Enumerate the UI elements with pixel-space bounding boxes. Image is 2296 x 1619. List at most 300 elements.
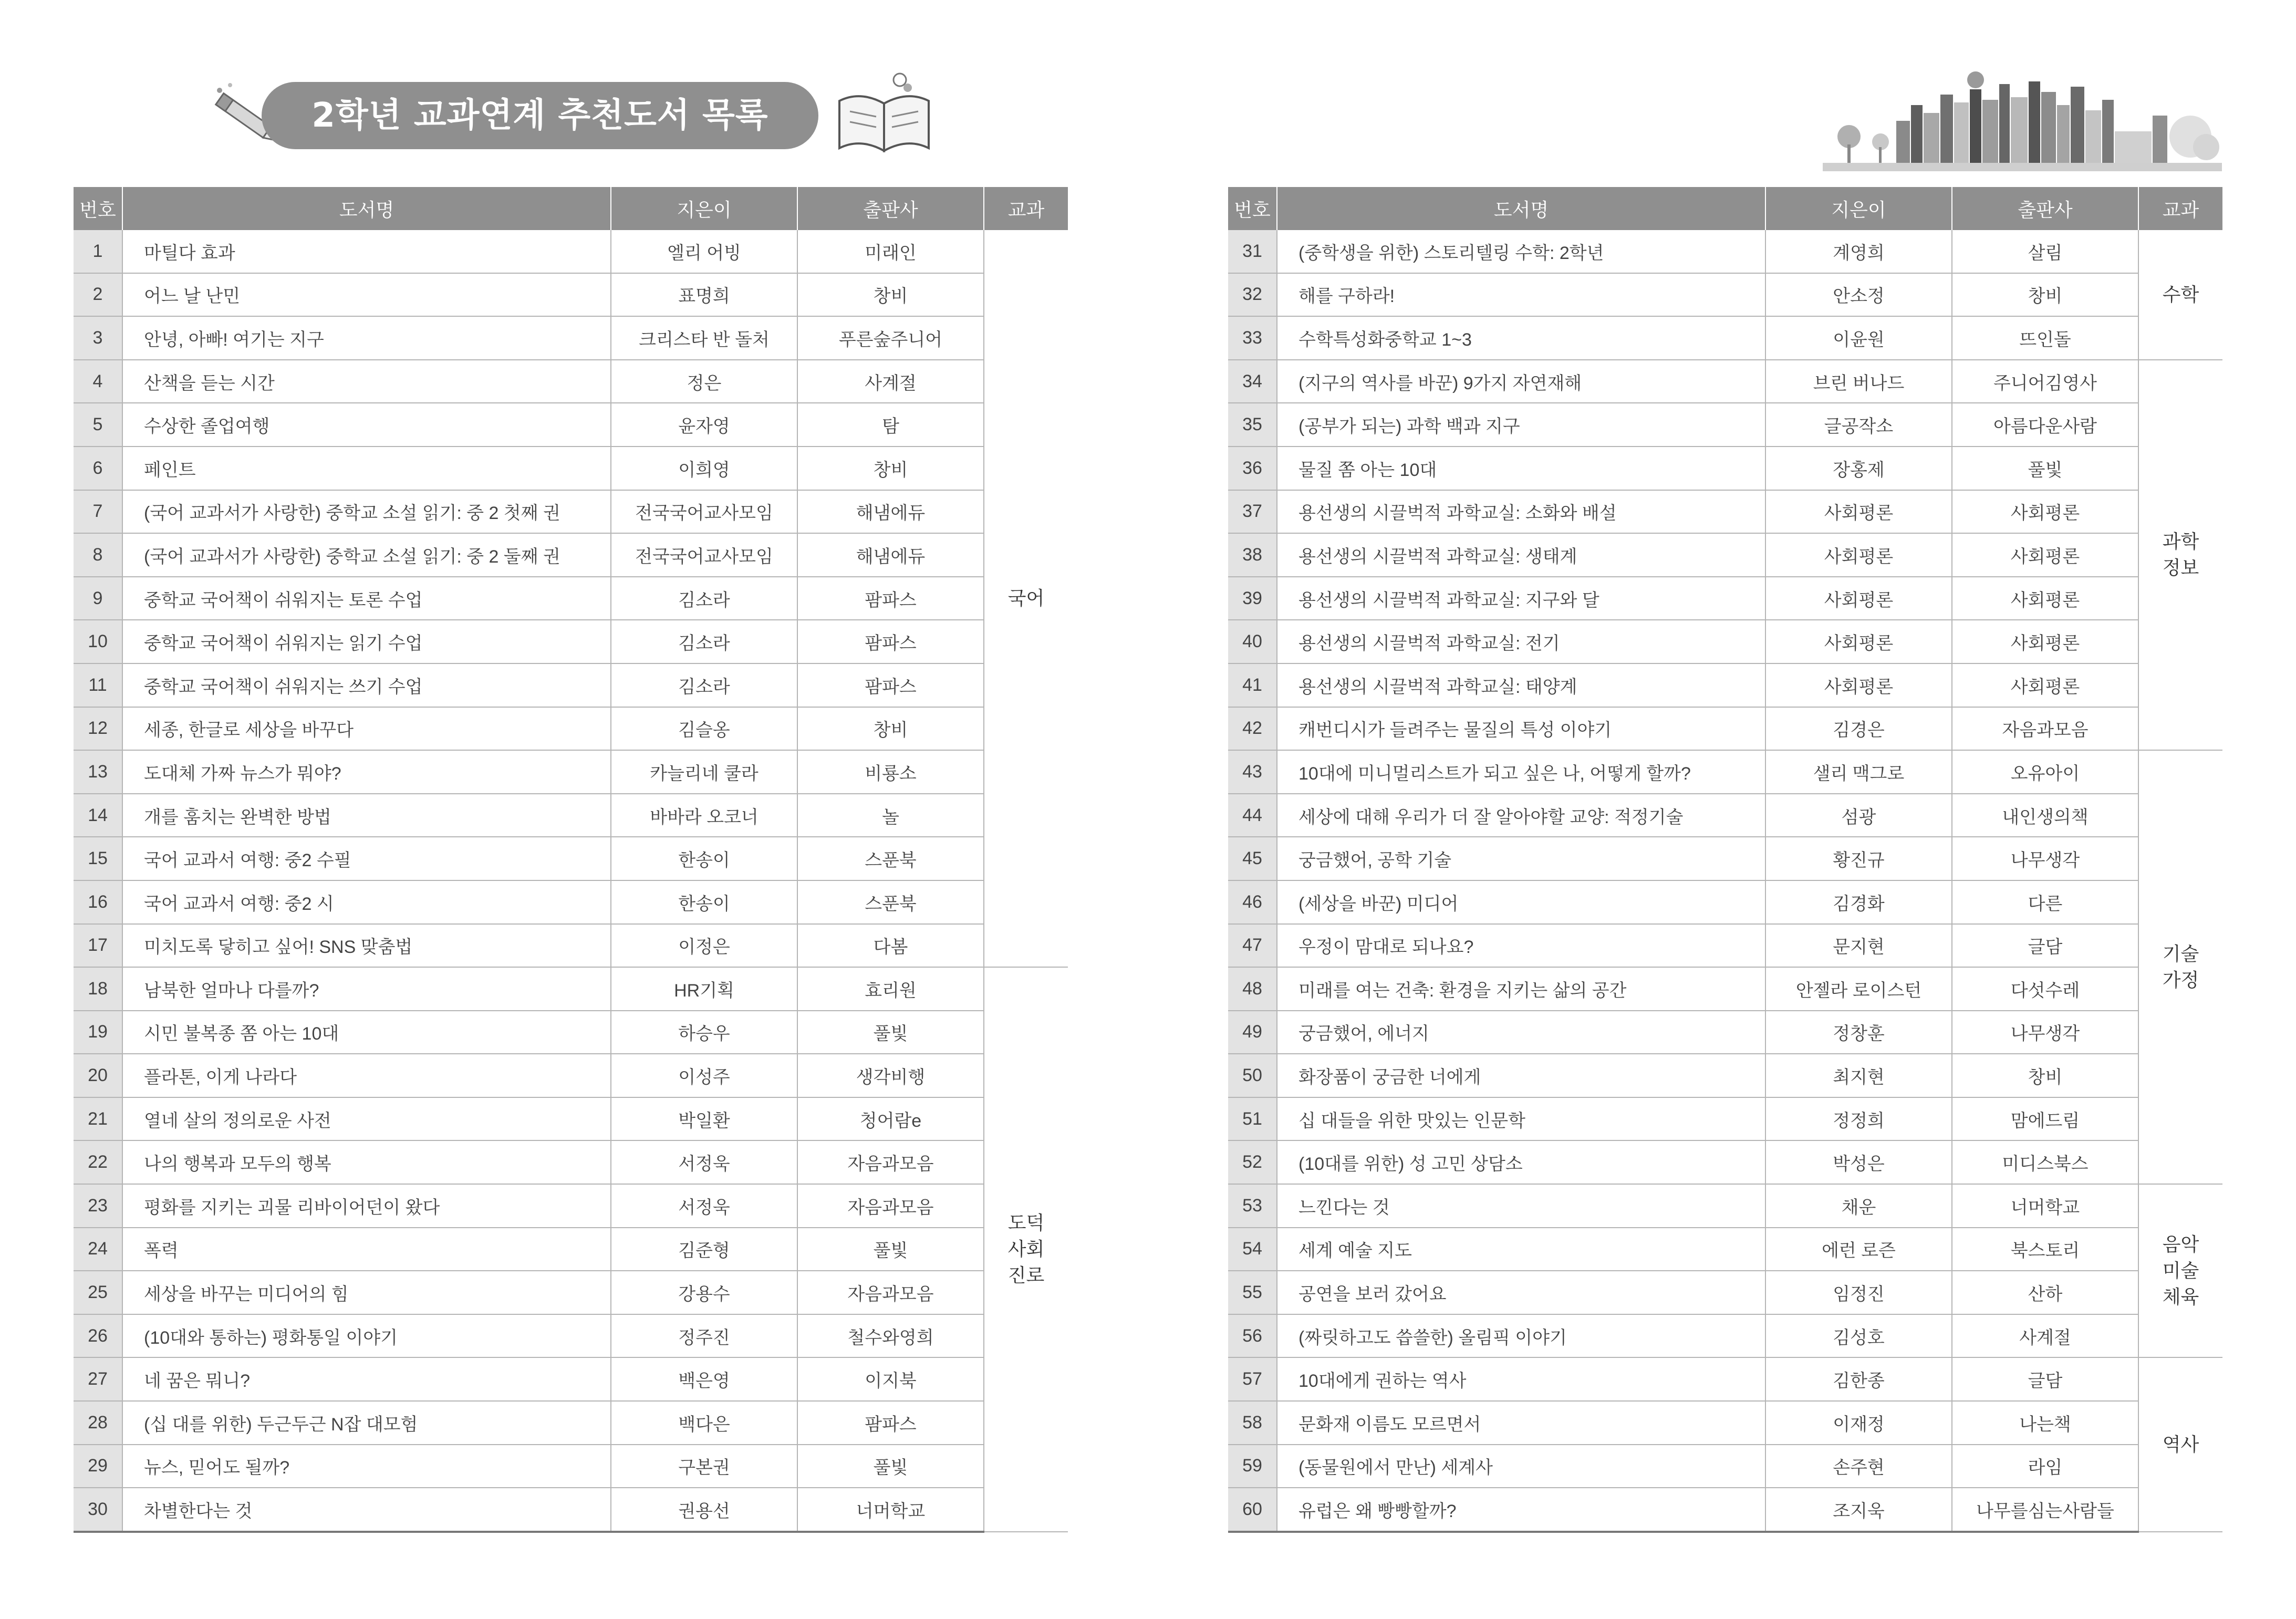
table-row <box>74 1184 1068 1228</box>
book-number: 5 <box>74 403 122 447</box>
book-publisher: 팜파스 <box>797 577 984 620</box>
book-author: 서정욱 <box>611 1140 797 1184</box>
book-publisher: 스푼북 <box>797 837 984 880</box>
book-title: 해를 구하라! <box>1277 273 1765 317</box>
table-row <box>1228 1314 2222 1358</box>
subject-label-line: 국어 <box>1007 587 1045 609</box>
book-number: 7 <box>74 490 122 534</box>
table-row <box>1228 967 2222 1011</box>
book-author: 사회평론 <box>1765 533 1952 577</box>
book-author: 이윤원 <box>1765 316 1952 360</box>
book-author: 권용선 <box>611 1488 797 1532</box>
book-number: 49 <box>1228 1011 1277 1054</box>
col-header-publisher: 출판사 <box>797 187 984 230</box>
book-title: 뉴스, 믿어도 될까? <box>122 1445 611 1488</box>
table-row <box>1228 273 2222 317</box>
book-author: 박성은 <box>1765 1140 1952 1184</box>
book-publisher: 나는책 <box>1952 1401 2138 1445</box>
book-table-right <box>1228 187 2222 1533</box>
table-row <box>74 1140 1068 1184</box>
table-row <box>74 316 1068 360</box>
subject-cell <box>2138 1357 2222 1531</box>
book-publisher: 주니어김영사 <box>1952 360 2138 403</box>
book-number: 4 <box>74 360 122 403</box>
book-title: (동물원에서 만난) 세계사 <box>1277 1445 1765 1488</box>
book-title: 세계 예술 지도 <box>1277 1228 1765 1271</box>
book-publisher: 풀빛 <box>1952 447 2138 490</box>
book-publisher: 자음과모음 <box>797 1271 984 1314</box>
book-author: 장홍제 <box>1765 447 1952 490</box>
book-number: 18 <box>74 967 122 1011</box>
book-title: 우정이 맘대로 되나요? <box>1277 924 1765 968</box>
table-row <box>1228 1357 2222 1401</box>
book-publisher: 사계절 <box>797 360 984 403</box>
book-publisher: 스푼북 <box>797 880 984 924</box>
book-title: 느낀다는 것 <box>1277 1184 1765 1228</box>
book-number: 3 <box>74 316 122 360</box>
book-title: (10대와 통하는) 평화통일 이야기 <box>122 1314 611 1358</box>
book-number: 27 <box>74 1357 122 1401</box>
book-title: 나의 행복과 모두의 행복 <box>122 1140 611 1184</box>
table-row <box>1228 663 2222 707</box>
book-author: 강용수 <box>611 1271 797 1314</box>
book-title: 안녕, 아빠! 여기는 지구 <box>122 316 611 360</box>
table-row <box>1228 1011 2222 1054</box>
table-row <box>74 967 1068 1011</box>
book-author: 카늘리네 쿨라 <box>611 750 797 794</box>
book-title: 용선생의 시끌벅적 과학교실: 전기 <box>1277 620 1765 663</box>
book-author: 전국국어교사모임 <box>611 533 797 577</box>
subject-label-line: 체육 <box>2162 1286 2199 1308</box>
book-publisher: 창비 <box>1952 1054 2138 1097</box>
book-publisher: 내인생의책 <box>1952 794 2138 837</box>
table-row <box>74 707 1068 751</box>
book-author: 김소라 <box>611 577 797 620</box>
book-title: 평화를 지키는 괴물 리바이어던이 왔다 <box>122 1184 611 1228</box>
book-number: 44 <box>1228 794 1277 837</box>
subject-cell <box>984 230 1068 967</box>
table-header-row <box>1228 187 2222 230</box>
book-title: (국어 교과서가 사랑한) 중학교 소설 읽기: 중 2 첫째 권 <box>122 490 611 534</box>
book-publisher: 사계절 <box>1952 1314 2138 1358</box>
book-publisher: 맘에드림 <box>1952 1097 2138 1141</box>
table-row <box>74 1445 1068 1488</box>
book-number: 19 <box>74 1011 122 1054</box>
book-number: 21 <box>74 1097 122 1141</box>
book-number: 47 <box>1228 924 1277 968</box>
book-publisher: 창비 <box>1952 273 2138 317</box>
subject-label-line: 기술 <box>2162 943 2199 965</box>
book-title: 남북한 얼마나 다를까? <box>122 967 611 1011</box>
book-publisher: 산하 <box>1952 1271 2138 1314</box>
book-author: 채운 <box>1765 1184 1952 1228</box>
table-row <box>1228 230 2222 273</box>
col-header-publisher: 출판사 <box>1952 187 2138 230</box>
table-row <box>74 403 1068 447</box>
table-row <box>1228 1184 2222 1228</box>
book-author: 사회평론 <box>1765 577 1952 620</box>
book-title: 10대에 미니멀리스트가 되고 싶은 나, 어떻게 할까? <box>1277 750 1765 794</box>
table-row <box>74 620 1068 663</box>
table-row <box>74 1271 1068 1314</box>
book-author: 사회평론 <box>1765 663 1952 707</box>
book-publisher: 뜨인돌 <box>1952 316 2138 360</box>
book-publisher: 푸른숲주니어 <box>797 316 984 360</box>
table-row <box>1228 1054 2222 1097</box>
book-author: 전국국어교사모임 <box>611 490 797 534</box>
book-number: 36 <box>1228 447 1277 490</box>
book-publisher: 미래인 <box>797 230 984 273</box>
book-publisher: 아름다운사람 <box>1952 403 2138 447</box>
book-title: 중학교 국어책이 쉬워지는 읽기 수업 <box>122 620 611 663</box>
book-title: 열네 살의 정의로운 사전 <box>122 1097 611 1141</box>
book-author: 이정은 <box>611 924 797 968</box>
book-author: 에런 로즌 <box>1765 1228 1952 1271</box>
book-title: 문화재 이름도 모르면서 <box>1277 1401 1765 1445</box>
book-number: 28 <box>74 1401 122 1445</box>
book-number: 25 <box>74 1271 122 1314</box>
book-author: 사회평론 <box>1765 490 1952 534</box>
book-title: 궁금했어, 에너지 <box>1277 1011 1765 1054</box>
book-title: (십 대를 위한) 두근두근 N잡 대모험 <box>122 1401 611 1445</box>
table-row <box>74 230 1068 273</box>
table-row <box>74 880 1068 924</box>
book-number: 11 <box>74 663 122 707</box>
table-row <box>1228 447 2222 490</box>
book-publisher: 풀빛 <box>797 1445 984 1488</box>
title-area <box>199 59 944 159</box>
table-row <box>1228 490 2222 534</box>
book-title: 마틸다 효과 <box>122 230 611 273</box>
book-publisher: 자음과모음 <box>797 1184 984 1228</box>
book-publisher: 너머학교 <box>797 1488 984 1532</box>
book-title: 용선생의 시끌벅적 과학교실: 지구와 달 <box>1277 577 1765 620</box>
book-number: 52 <box>1228 1140 1277 1184</box>
book-number: 1 <box>74 230 122 273</box>
subject-cell <box>2138 230 2222 360</box>
table-row <box>74 1054 1068 1097</box>
book-title: 페인트 <box>122 447 611 490</box>
book-author: 김경화 <box>1765 880 1952 924</box>
book-title: 물질 쫌 아는 10대 <box>1277 447 1765 490</box>
book-number: 57 <box>1228 1357 1277 1401</box>
book-title: (중학생을 위한) 스토리텔링 수학: 2학년 <box>1277 230 1765 273</box>
book-author: 정주진 <box>611 1314 797 1358</box>
book-publisher: 너머학교 <box>1952 1184 2138 1228</box>
col-header-subject: 교과 <box>984 187 1068 230</box>
book-number: 46 <box>1228 880 1277 924</box>
book-author: 엘리 어빙 <box>611 230 797 273</box>
book-author: 서정욱 <box>611 1184 797 1228</box>
book-number: 45 <box>1228 837 1277 880</box>
book-title: 세상을 바꾸는 미디어의 힘 <box>122 1271 611 1314</box>
subject-label-line: 수학 <box>2162 283 2199 305</box>
book-publisher: 살림 <box>1952 230 2138 273</box>
book-author: HR기획 <box>611 967 797 1011</box>
book-publisher: 나무생각 <box>1952 1011 2138 1054</box>
book-title: 차별한다는 것 <box>122 1488 611 1532</box>
book-publisher: 탐 <box>797 403 984 447</box>
book-author: 안소정 <box>1765 273 1952 317</box>
table-row <box>1228 316 2222 360</box>
book-author: 황진규 <box>1765 837 1952 880</box>
book-publisher: 북스토리 <box>1952 1228 2138 1271</box>
book-title: 플라톤, 이게 나라다 <box>122 1054 611 1097</box>
book-publisher: 창비 <box>797 447 984 490</box>
book-author: 표명희 <box>611 273 797 317</box>
book-title: 수학특성화중학교 1~3 <box>1277 316 1765 360</box>
book-title: 미치도록 닿히고 싶어! SNS 맞춤법 <box>122 924 611 968</box>
book-author: 글공작소 <box>1765 403 1952 447</box>
book-publisher: 해냄에듀 <box>797 533 984 577</box>
book-title: 시민 불복종 쫌 아는 10대 <box>122 1011 611 1054</box>
book-table-left <box>74 187 1068 1533</box>
book-publisher: 사회평론 <box>1952 620 2138 663</box>
subject-cell <box>984 967 1068 1532</box>
book-publisher: 사회평론 <box>1952 577 2138 620</box>
book-author: 임정진 <box>1765 1271 1952 1314</box>
book-author: 백다은 <box>611 1401 797 1445</box>
book-number: 35 <box>1228 403 1277 447</box>
table-row <box>74 663 1068 707</box>
subject-label-line: 도덕 <box>1007 1212 1045 1234</box>
table-row <box>1228 880 2222 924</box>
col-header-author: 지은이 <box>611 187 797 230</box>
book-publisher: 풀빛 <box>797 1228 984 1271</box>
page-title: 2학년 교과연계 추천도서 목록 <box>311 96 768 135</box>
book-title: 산책을 듣는 시간 <box>122 360 611 403</box>
table-row <box>1228 924 2222 968</box>
table-row <box>74 1097 1068 1141</box>
table-row <box>74 1314 1068 1358</box>
book-author: 백은영 <box>611 1357 797 1401</box>
book-title: (짜릿하고도 씁쓸한) 올림픽 이야기 <box>1277 1314 1765 1358</box>
book-author: 조지욱 <box>1765 1488 1952 1532</box>
table-row <box>74 1011 1068 1054</box>
book-author: 김준형 <box>611 1228 797 1271</box>
book-title: 어느 날 난민 <box>122 273 611 317</box>
table-row <box>74 1488 1068 1532</box>
table-row <box>74 1228 1068 1271</box>
book-author: 김경은 <box>1765 707 1952 751</box>
table-row <box>74 273 1068 317</box>
book-number: 29 <box>74 1445 122 1488</box>
table-row <box>1228 533 2222 577</box>
table-row <box>74 924 1068 968</box>
book-publisher: 창비 <box>797 707 984 751</box>
col-header-num: 번호 <box>74 187 122 230</box>
book-publisher: 사회평론 <box>1952 490 2138 534</box>
subject-label-line: 음악 <box>2162 1233 2199 1255</box>
book-title: 화장품이 궁금한 너에게 <box>1277 1054 1765 1097</box>
book-publisher: 청어람e <box>797 1097 984 1141</box>
book-number: 33 <box>1228 316 1277 360</box>
book-author: 구본권 <box>611 1445 797 1488</box>
table-row <box>1228 360 2222 403</box>
table-row <box>74 577 1068 620</box>
book-author: 김한종 <box>1765 1357 1952 1401</box>
book-title: 수상한 졸업여행 <box>122 403 611 447</box>
book-publisher: 오유아이 <box>1952 750 2138 794</box>
book-title: 세상에 대해 우리가 더 잘 알아야할 교양: 적정기술 <box>1277 794 1765 837</box>
subject-cell <box>2138 750 2222 1184</box>
book-number: 24 <box>74 1228 122 1271</box>
book-number: 50 <box>1228 1054 1277 1097</box>
book-publisher: 효리원 <box>797 967 984 1011</box>
table-row <box>74 837 1068 880</box>
book-number: 54 <box>1228 1228 1277 1271</box>
table-row <box>1228 837 2222 880</box>
subject-label-line: 역사 <box>2162 1434 2199 1456</box>
book-number: 31 <box>1228 230 1277 273</box>
table-header-row <box>74 187 1068 230</box>
book-number: 38 <box>1228 533 1277 577</box>
book-publisher: 나무를심는사람들 <box>1952 1488 2138 1532</box>
book-number: 53 <box>1228 1184 1277 1228</box>
table-row <box>74 750 1068 794</box>
book-author: 한송이 <box>611 880 797 924</box>
book-publisher: 미디스북스 <box>1952 1140 2138 1184</box>
book-title: (공부가 되는) 과학 백과 지구 <box>1277 403 1765 447</box>
book-publisher: 창비 <box>797 273 984 317</box>
book-number: 10 <box>74 620 122 663</box>
book-number: 34 <box>1228 360 1277 403</box>
book-publisher: 다른 <box>1952 880 2138 924</box>
col-header-title: 도서명 <box>1277 187 1765 230</box>
book-number: 9 <box>74 577 122 620</box>
table-row <box>74 490 1068 534</box>
book-title: 십 대들을 위한 맛있는 인문학 <box>1277 1097 1765 1141</box>
book-author: 정은 <box>611 360 797 403</box>
subject-label-line: 과학 <box>2162 531 2199 553</box>
subject-label-line: 정보 <box>2162 557 2199 579</box>
table-row <box>1228 1401 2222 1445</box>
table-row <box>1228 707 2222 751</box>
book-number: 26 <box>74 1314 122 1358</box>
book-number: 48 <box>1228 967 1277 1011</box>
book-publisher: 해냄에듀 <box>797 490 984 534</box>
book-author: 정창훈 <box>1765 1011 1952 1054</box>
book-publisher: 팜파스 <box>797 1401 984 1445</box>
book-number: 58 <box>1228 1401 1277 1445</box>
book-title: 중학교 국어책이 쉬워지는 쓰기 수업 <box>122 663 611 707</box>
book-title: 10대에게 권하는 역사 <box>1277 1357 1765 1401</box>
book-author: 윤자영 <box>611 403 797 447</box>
col-header-author: 지은이 <box>1765 187 1952 230</box>
book-number: 60 <box>1228 1488 1277 1532</box>
col-header-subject: 교과 <box>2138 187 2222 230</box>
book-publisher: 철수와영희 <box>797 1314 984 1358</box>
subject-cell <box>2138 360 2222 750</box>
book-number: 23 <box>74 1184 122 1228</box>
book-title: (지구의 역사를 바꾼) 9가지 자연재해 <box>1277 360 1765 403</box>
bookshelf-illustration <box>1823 58 2222 179</box>
subject-cell <box>2138 1184 2222 1357</box>
book-publisher: 글담 <box>1952 1357 2138 1401</box>
book-number: 12 <box>74 707 122 751</box>
book-publisher: 사회평론 <box>1952 533 2138 577</box>
book-author: 김슬옹 <box>611 707 797 751</box>
table-row <box>74 1357 1068 1401</box>
book-author: 브린 버나드 <box>1765 360 1952 403</box>
book-author: 계영희 <box>1765 230 1952 273</box>
book-title: 용선생의 시끌벅적 과학교실: 생태계 <box>1277 533 1765 577</box>
book-author: 안젤라 로이스턴 <box>1765 967 1952 1011</box>
table-row <box>1228 403 2222 447</box>
book-author: 한송이 <box>611 837 797 880</box>
book-author: 이재정 <box>1765 1401 1952 1445</box>
col-header-title: 도서명 <box>122 187 611 230</box>
book-title: 용선생의 시끌벅적 과학교실: 소화와 배설 <box>1277 490 1765 534</box>
book-number: 6 <box>74 447 122 490</box>
book-title: (세상을 바꾼) 미디어 <box>1277 880 1765 924</box>
book-author: 최지현 <box>1765 1054 1952 1097</box>
book-number: 30 <box>74 1488 122 1532</box>
book-author: 하승우 <box>611 1011 797 1054</box>
book-title: (국어 교과서가 사랑한) 중학교 소설 읽기: 중 2 둘째 권 <box>122 533 611 577</box>
book-publisher: 팜파스 <box>797 663 984 707</box>
book-title: 공연을 보러 갔어요 <box>1277 1271 1765 1314</box>
book-publisher: 팜파스 <box>797 620 984 663</box>
book-publisher: 나무생각 <box>1952 837 2138 880</box>
book-publisher: 자음과모음 <box>1952 707 2138 751</box>
book-title: 개를 훔치는 완벽한 방법 <box>122 794 611 837</box>
table-row <box>1228 620 2222 663</box>
book-publisher: 이지북 <box>797 1357 984 1401</box>
book-number: 17 <box>74 924 122 968</box>
book-number: 13 <box>74 750 122 794</box>
book-number: 14 <box>74 794 122 837</box>
book-publisher: 비룡소 <box>797 750 984 794</box>
subject-label-line: 미술 <box>2162 1260 2199 1282</box>
table-row <box>1228 577 2222 620</box>
book-author: 이성주 <box>611 1054 797 1097</box>
book-publisher: 다봄 <box>797 924 984 968</box>
book-title: 폭력 <box>122 1228 611 1271</box>
book-publisher: 사회평론 <box>1952 663 2138 707</box>
book-title: 미래를 여는 건축: 환경을 지키는 삶의 공간 <box>1277 967 1765 1011</box>
book-title: 국어 교과서 여행: 중2 시 <box>122 880 611 924</box>
book-author: 샐리 맥그로 <box>1765 750 1952 794</box>
book-number: 22 <box>74 1140 122 1184</box>
book-publisher: 놀 <box>797 794 984 837</box>
book-author: 이희영 <box>611 447 797 490</box>
subject-label-line: 진로 <box>1007 1264 1045 1286</box>
book-number: 55 <box>1228 1271 1277 1314</box>
book-title: 중학교 국어책이 쉬워지는 토론 수업 <box>122 577 611 620</box>
book-number: 39 <box>1228 577 1277 620</box>
book-publisher: 생각비행 <box>797 1054 984 1097</box>
book-title: (10대를 위한) 성 고민 상담소 <box>1277 1140 1765 1184</box>
book-number: 15 <box>74 837 122 880</box>
subject-label-line: 사회 <box>1007 1238 1045 1260</box>
table-row <box>1228 1140 2222 1184</box>
book-title: 유럽은 왜 빵빵할까? <box>1277 1488 1765 1532</box>
book-author: 크리스타 반 돌처 <box>611 316 797 360</box>
book-author: 바바라 오코너 <box>611 794 797 837</box>
table-row <box>1228 1097 2222 1141</box>
book-number: 20 <box>74 1054 122 1097</box>
book-publisher: 풀빛 <box>797 1011 984 1054</box>
book-publisher: 자음과모음 <box>797 1140 984 1184</box>
book-publisher: 글담 <box>1952 924 2138 968</box>
book-author: 문지현 <box>1765 924 1952 968</box>
book-title: 네 꿈은 뭐니? <box>122 1357 611 1401</box>
book-author: 섬광 <box>1765 794 1952 837</box>
table-row <box>1228 750 2222 794</box>
book-title: 도대체 가짜 뉴스가 뭐야? <box>122 750 611 794</box>
book-author: 김소라 <box>611 663 797 707</box>
